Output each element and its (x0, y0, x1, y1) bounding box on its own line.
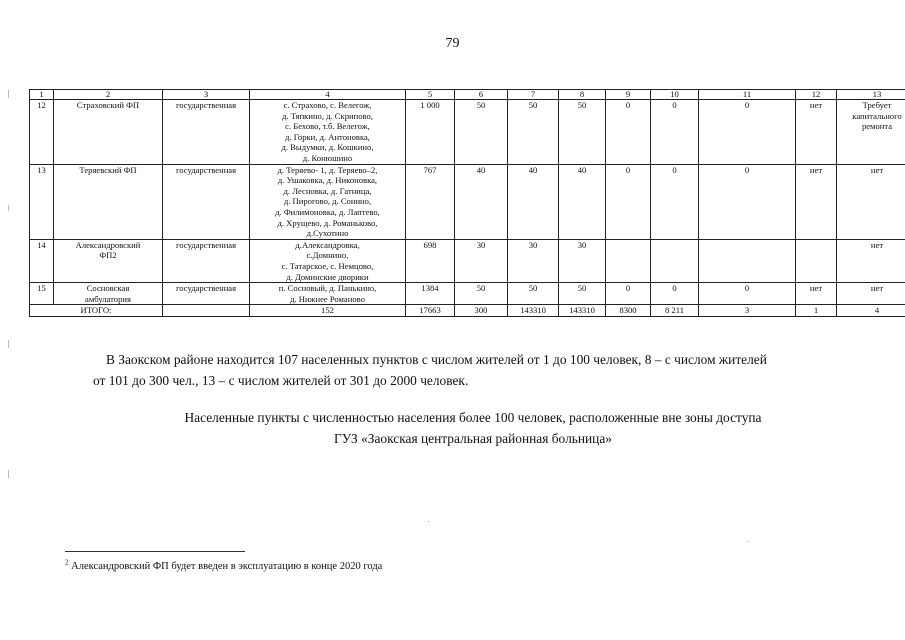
table-cell-col-1: 15 (30, 283, 54, 305)
total-cell-c4: 152 (250, 305, 406, 317)
total-cell-col-3 (163, 305, 250, 317)
heading-line-1: Населенные пункты с численностью населения более 100 человек, расположенные вне зоны доступа (184, 410, 762, 425)
cell-line: с.Домнино, (306, 250, 349, 261)
table-cell-col-5: 698 (406, 239, 455, 282)
table-cell-col-12: нет (796, 100, 837, 165)
table-cell-col-3: государственная (163, 239, 250, 282)
table-cell-col-10: 0 (651, 100, 699, 165)
table-cell-col-7: 40 (508, 164, 559, 239)
total-row (30, 305, 905, 317)
cell-line: с. Бехово, т.б. Велегож, (285, 121, 370, 132)
paragraph-line-2: от 101 до 300 чел., 13 – с числом жителей от 301 до 2000 человек. (93, 373, 469, 388)
heading-line-2: ГУЗ «Заокская центральная районная больница» (333, 431, 612, 446)
footnote-separator (65, 551, 245, 552)
cell-line: ФП2 (99, 250, 117, 261)
margin-mark (8, 205, 9, 211)
section-heading (93, 407, 853, 449)
table-cell-col-9: 0 (606, 164, 651, 239)
total-cell-c7: 143310 (508, 305, 559, 317)
column-number-3: 3 (163, 90, 250, 100)
cell-line: п. Сосновый, д. Панькино, (278, 283, 377, 294)
table-cell-col-6: 30 (455, 239, 508, 282)
column-number-12: 12 (796, 90, 837, 100)
cell-line: д. Тяпкино, д. Скрипово, (282, 110, 373, 121)
cell-line: с. Страхово, с. Велегож, (283, 100, 372, 110)
cell-line: Александровский (75, 239, 141, 250)
margin-mark (8, 340, 9, 348)
table-cell-col-8: 40 (559, 164, 606, 239)
table-cell-col-11 (699, 239, 796, 282)
cell-line: д. Нижнее Романово (290, 293, 365, 304)
table-cell-col-4 (250, 100, 406, 165)
table-header-row (30, 90, 905, 100)
table-cell-col-2 (54, 283, 163, 305)
table-cell-col-8: 50 (559, 283, 606, 305)
table-row (30, 100, 905, 165)
table-cell-col-12: нет (796, 283, 837, 305)
cell-line: д. Ушаковка, д. Никоновка, (277, 175, 378, 186)
cell-line: д. Выдумки, д. Кошкино, (281, 142, 374, 153)
total-cell-c9: 8300 (606, 305, 651, 317)
table-cell-col-1: 12 (30, 100, 54, 165)
total-cell-c8: 143310 (559, 305, 606, 317)
total-label: ИТОГО: (30, 305, 163, 317)
column-number-2: 2 (54, 90, 163, 100)
table-cell-col-1: 14 (30, 239, 54, 282)
cell-line: с. Татарское, с. Немцово, (281, 260, 374, 271)
table-cell-col-13 (837, 100, 905, 165)
margin-mark (8, 470, 9, 478)
table-cell-col-4 (250, 164, 406, 239)
facilities-table (29, 89, 905, 317)
total-cell-c10: 8 211 (651, 305, 699, 317)
paragraph-line-1: В Заокском районе находится 107 населенных пунктов с числом жителей от 1 до 100 человек, 8 – с числом жителей (106, 352, 767, 367)
table-cell-col-6: 50 (455, 283, 508, 305)
column-number-1: 1 (30, 90, 54, 100)
table-cell-col-3: государственная (163, 283, 250, 305)
table-row (30, 164, 905, 239)
table-cell-col-7: 50 (508, 100, 559, 165)
cell-line: д. Филимоновка, д. Лаптево, (275, 206, 380, 217)
column-number-10: 10 (651, 90, 699, 100)
table-cell-col-9: 0 (606, 283, 651, 305)
table-cell-col-9 (606, 239, 651, 282)
table-cell-col-9: 0 (606, 100, 651, 165)
cell-line: капитального (852, 110, 902, 121)
cell-line: Сосновская (86, 283, 130, 294)
scan-speck (747, 541, 748, 542)
total-cell-c13: 4 (837, 305, 905, 317)
table-cell-col-8: 30 (559, 239, 606, 282)
cell-line: д. Пирогово, д. Сонино, (283, 196, 372, 207)
table-cell-col-13: нет (837, 164, 905, 239)
table-cell-col-11: 0 (699, 164, 796, 239)
table-cell-col-5: 767 (406, 164, 455, 239)
scan-speck (428, 521, 429, 522)
cell-line: д. Хрущево, д. Романьково, (277, 217, 378, 228)
footnote (65, 558, 383, 572)
column-number-13: 13 (837, 90, 905, 100)
table-cell-col-6: 40 (455, 164, 508, 239)
cell-line: д. Горки, д. Антоновка, (285, 131, 370, 142)
table-cell-col-13: нет (837, 239, 905, 282)
column-number-5: 5 (406, 90, 455, 100)
table-cell-col-2: Страховский ФП (54, 100, 163, 165)
table-cell-col-10: 0 (651, 283, 699, 305)
table-cell-col-3: государственная (163, 164, 250, 239)
cell-line: ремонта (861, 121, 893, 132)
table-cell-col-2: Теряевский ФП (54, 164, 163, 239)
table-cell-col-6: 50 (455, 100, 508, 165)
table-cell-col-4 (250, 283, 406, 305)
table-cell-col-3: государственная (163, 100, 250, 165)
column-number-6: 6 (455, 90, 508, 100)
column-number-9: 9 (606, 90, 651, 100)
column-number-8: 8 (559, 90, 606, 100)
table-cell-col-7: 30 (508, 239, 559, 282)
table-cell-col-10: 0 (651, 164, 699, 239)
cell-line: д.Сухотино (306, 228, 349, 239)
total-cell-c5: 17663 (406, 305, 455, 317)
table-cell-col-5: 1384 (406, 283, 455, 305)
cell-line: д. Доминские дворики (286, 271, 369, 282)
table-row (30, 283, 905, 305)
footnote-marker: 2 (65, 558, 69, 567)
cell-line: д. Конюшино (302, 152, 353, 163)
total-cell-c11: 3 (699, 305, 796, 317)
total-cell-c12: 1 (796, 305, 837, 317)
cell-line: амбулатория (85, 293, 131, 304)
column-number-4: 4 (250, 90, 406, 100)
table-cell-col-11: 0 (699, 100, 796, 165)
table-cell-col-1: 13 (30, 164, 54, 239)
table-cell-col-12: нет (796, 164, 837, 239)
settlements-paragraph (93, 349, 838, 391)
total-cell-c6: 300 (455, 305, 508, 317)
table-cell-col-7: 50 (508, 283, 559, 305)
table-cell-col-13: нет (837, 283, 905, 305)
table-cell-col-10 (651, 239, 699, 282)
table-cell-col-11: 0 (699, 283, 796, 305)
margin-mark (8, 90, 9, 98)
table-cell-col-8: 50 (559, 100, 606, 165)
column-number-11: 11 (699, 90, 796, 100)
column-number-7: 7 (508, 90, 559, 100)
table-cell-col-4 (250, 239, 406, 282)
cell-line: д.Александровка, (295, 239, 360, 250)
table-cell-col-5: 1 000 (406, 100, 455, 165)
cell-line: д. Теряево- 1, д. Теряево–2, (277, 164, 378, 175)
table-cell-col-12 (796, 239, 837, 282)
footnote-text: Александровский ФП будет введен в эксплуатацию в конце 2020 года (71, 561, 383, 572)
table-cell-col-2 (54, 239, 163, 282)
page-number: 79 (445, 36, 460, 51)
table-row (30, 239, 905, 282)
cell-line: д. Лесновка, д. Гатница, (283, 185, 372, 196)
cell-line: Требует (862, 100, 892, 110)
